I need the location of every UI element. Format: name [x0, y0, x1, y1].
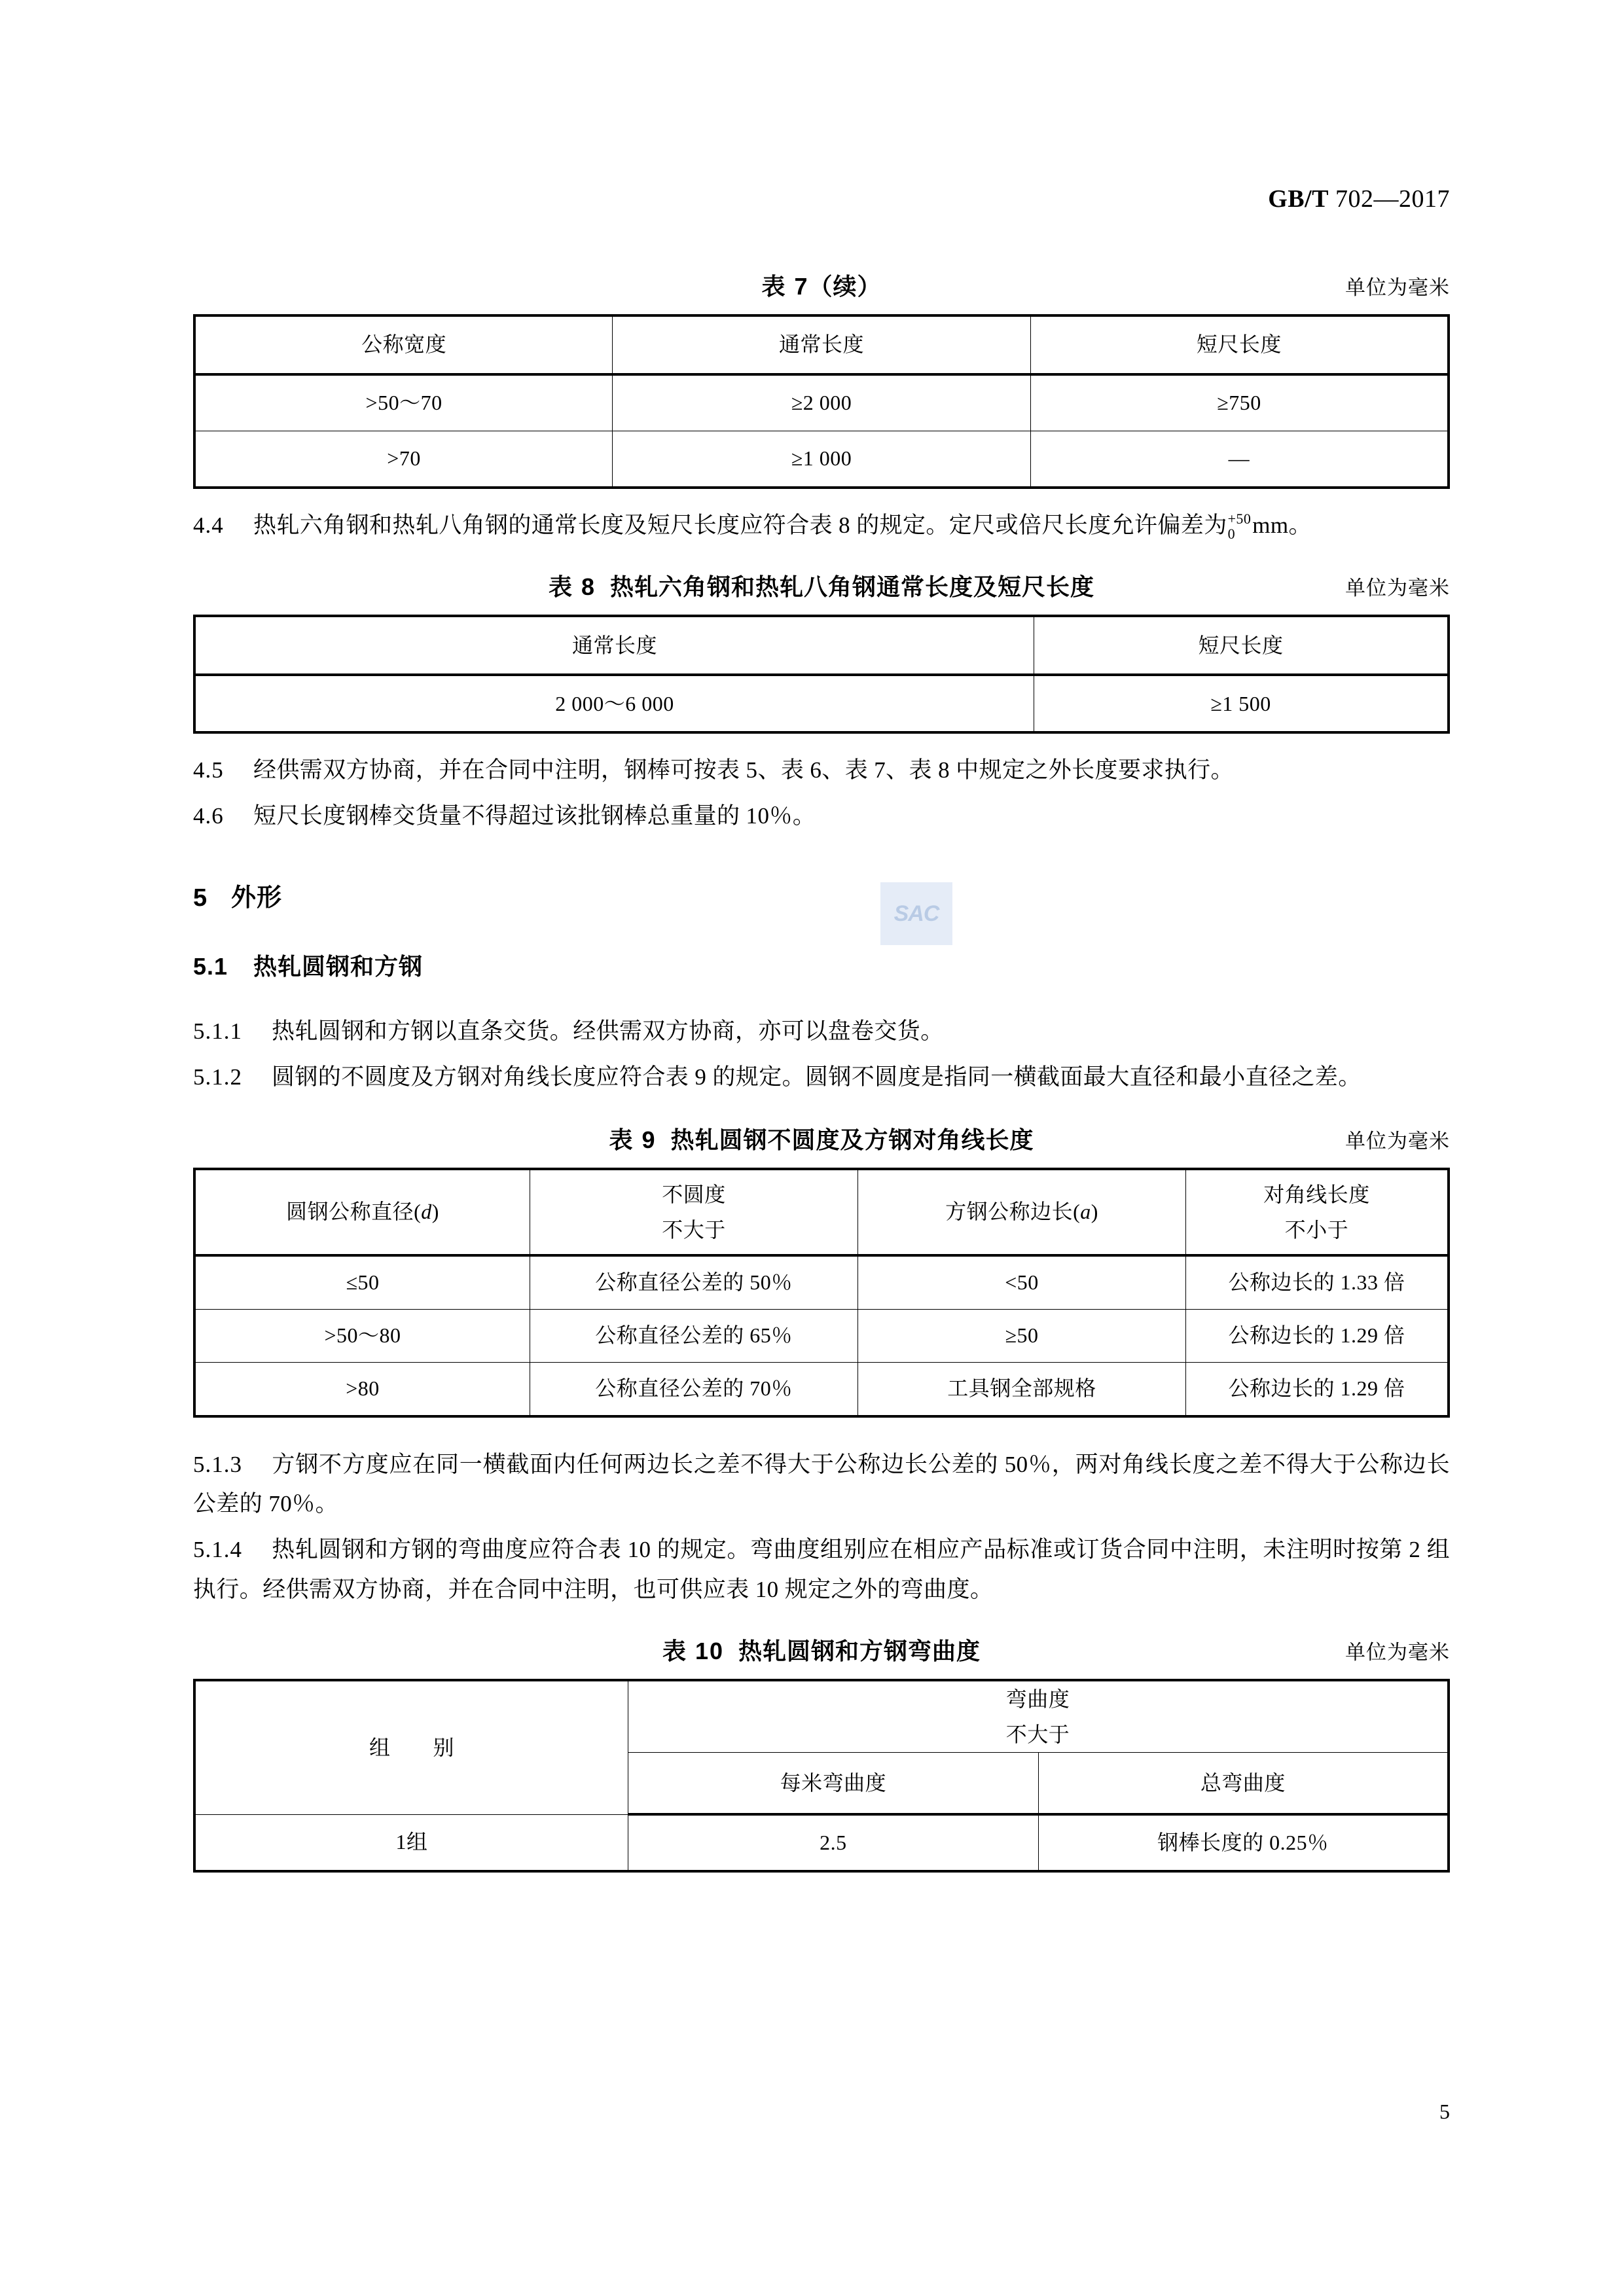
- table10: [193, 1679, 1450, 1873]
- table7-caption-number: 表 7: [761, 273, 809, 300]
- table9-header-line1: 对角线长度: [1263, 1182, 1370, 1206]
- table9-cell: <50: [858, 1255, 1186, 1310]
- table9-cell: 公称边长的 1.29 倍: [1186, 1362, 1449, 1416]
- table9-header-line1: 不圆度: [662, 1182, 726, 1206]
- clause-5-1-4-number: 5.1.4: [193, 1537, 242, 1563]
- standard-number: 702—2017: [1335, 185, 1450, 213]
- section-5-number: 5: [193, 884, 208, 912]
- table10-caption: [193, 1633, 1450, 1666]
- table10-caption-title: 热轧圆钢和方钢弯曲度: [738, 1637, 981, 1664]
- clause-5-1-4-text: 热轧圆钢和方钢的弯曲度应符合表 10 的规定。弯曲度组别应在相应产品标准或订货合同中注明，未注明时按第 2 组执行。经供需双方协商，并在合同中注明，也可供应表 10 规定之外的弯曲度。: [193, 1537, 1450, 1602]
- table10-unit-note: 单位为毫米: [1345, 1640, 1450, 1664]
- table9-header-text-end: ): [431, 1200, 439, 1224]
- table7-header-row: [194, 315, 1449, 374]
- clause-4-4-text-before: 热轧六角钢和热轧八角钢的通常长度及短尺长度应符合表 8 的规定。定尺或倍尺长度允许偏差为: [253, 512, 1227, 538]
- clause-5-1-1-number: 5.1.1: [193, 1018, 242, 1044]
- table9-cell: 工具钢全部规格: [858, 1362, 1186, 1416]
- clause-5-1-3: [193, 1445, 1450, 1524]
- table8-unit-note: 单位为毫米: [1345, 577, 1450, 600]
- table9-header-text: 方钢公称边长(: [945, 1200, 1081, 1224]
- clause-5-1-4: [193, 1530, 1450, 1609]
- table9-cell: 公称边长的 1.29 倍: [1186, 1309, 1449, 1362]
- table7-caption-row: [193, 268, 1450, 314]
- table9-header-line2: 不小于: [1284, 1217, 1349, 1242]
- clause-4-5: [193, 751, 1450, 790]
- page-number: 5: [1439, 2100, 1450, 2123]
- table8-caption-title: 热轧六角钢和热轧八角钢通常长度及短尺长度: [610, 573, 1095, 601]
- table7-cell: —: [1030, 431, 1449, 488]
- table8: [193, 615, 1450, 734]
- table8-caption-row: [193, 569, 1450, 615]
- table10-sub-col-header: 每米弯曲度: [628, 1753, 1039, 1815]
- table10-col-header-bend: [628, 1680, 1449, 1753]
- table9-caption: [193, 1122, 1450, 1155]
- table9-cell: ≤50: [194, 1255, 530, 1310]
- table7-unit-note: 单位为毫米: [1345, 276, 1450, 299]
- table7-caption: [193, 268, 1450, 302]
- clause-5-1-3-number: 5.1.3: [193, 1451, 242, 1477]
- table10-cell: 2.5: [628, 1814, 1039, 1871]
- table8-header-row: [194, 616, 1449, 675]
- sac-watermark: SAC: [880, 882, 952, 945]
- table10-caption-row: [193, 1633, 1450, 1679]
- table-row: [194, 1814, 1449, 1871]
- table7-cell: >70: [194, 431, 613, 488]
- table7-col-header: 短尺长度: [1030, 315, 1449, 374]
- clause-5-1-2-number: 5.1.2: [193, 1064, 242, 1090]
- table9-col-header-ovality: [530, 1169, 858, 1255]
- table9-col-header-diameter: [194, 1169, 530, 1255]
- table9-cell: ≥50: [858, 1309, 1186, 1362]
- table9-header-text-end: ): [1091, 1200, 1098, 1224]
- section-heading-5-1: [193, 948, 1450, 982]
- table9-header-text: 圆钢公称直径(: [286, 1200, 422, 1224]
- table9-cell: >50～80: [194, 1309, 530, 1362]
- clause-4-4-number: 4.4: [193, 512, 224, 538]
- table9-cell: 公称直径公差的 65％: [530, 1309, 858, 1362]
- table7-cell: >50～70: [194, 374, 613, 431]
- table9-col-header-side: [858, 1169, 1186, 1255]
- table9-cell: 公称直径公差的 50％: [530, 1255, 858, 1310]
- tolerance-lower: 0: [1227, 525, 1236, 542]
- section-5-1-number: 5.1: [193, 952, 228, 980]
- table9-cell: 公称边长的 1.33 倍: [1186, 1255, 1449, 1310]
- variable-d: d: [421, 1200, 432, 1224]
- table10-sub-col-header: 总弯曲度: [1038, 1753, 1449, 1815]
- table-row: [194, 675, 1449, 732]
- section-5-title: 外形: [231, 884, 283, 912]
- page-content: [193, 262, 1450, 1873]
- clause-5-1-2: [193, 1058, 1450, 1097]
- table9-caption-title: 热轧圆钢不圆度及方钢对角线长度: [670, 1126, 1034, 1153]
- section-5-1-title: 热轧圆钢和方钢: [253, 952, 424, 980]
- table8-caption: [193, 569, 1450, 602]
- table10-caption-number: 表 10: [662, 1637, 725, 1664]
- clause-4-6-text: 短尺长度钢棒交货量不得超过该批钢棒总重量的 10％。: [253, 803, 816, 829]
- clause-5-1-1: [193, 1012, 1450, 1051]
- clause-4-4-text-after: mm。: [1252, 512, 1312, 538]
- table9: [193, 1168, 1450, 1418]
- clause-4-4: [193, 506, 1450, 545]
- table9-cell: 公称直径公差的 70％: [530, 1362, 858, 1416]
- running-header: [193, 185, 1450, 224]
- section-heading-5: [193, 877, 1450, 913]
- tolerance-upper: +50: [1227, 510, 1252, 527]
- table10-header-line1: 弯曲度: [1005, 1687, 1070, 1711]
- table7: [193, 314, 1450, 489]
- table8-cell: ≥1 500: [1034, 675, 1449, 732]
- clause-5-1-2-text: 圆钢的不圆度及方钢对角线长度应符合表 9 的规定。圆钢不圆度是指同一横截面最大直径和最小直径之差。: [272, 1064, 1362, 1090]
- standard-prefix: GB/T: [1268, 185, 1329, 213]
- table8-col-header: 通常长度: [194, 616, 1034, 675]
- table9-col-header-diagonal: [1186, 1169, 1449, 1255]
- table10-header-row-top: [194, 1680, 1449, 1753]
- clause-4-5-text: 经供需双方协商，并在合同中注明，钢棒可按表 5、表 6、表 7、表 8 中规定之外长度要求执行。: [253, 757, 1234, 783]
- table10-cell: 钢棒长度的 0.25％: [1038, 1814, 1449, 1871]
- table7-cell: ≥750: [1030, 374, 1449, 431]
- table10-cell: 1组: [194, 1814, 628, 1871]
- table9-header-line2: 不大于: [662, 1217, 726, 1242]
- table9-caption-number: 表 9: [609, 1126, 657, 1153]
- table7-cell: ≥1 000: [613, 431, 1031, 488]
- table7-caption-title: （续）: [808, 273, 882, 300]
- table8-cell: 2 000～6 000: [194, 675, 1034, 732]
- tolerance-stack: [1228, 511, 1252, 541]
- table9-caption-row: [193, 1122, 1450, 1168]
- table10-header-line2: 不大于: [1005, 1723, 1070, 1747]
- table9-unit-note: 单位为毫米: [1345, 1129, 1450, 1153]
- clause-4-6-number: 4.6: [193, 803, 224, 829]
- table8-caption-number: 表 8: [548, 573, 596, 601]
- variable-a: a: [1080, 1200, 1091, 1224]
- table-row: [194, 1362, 1449, 1416]
- clause-5-1-1-text: 热轧圆钢和方钢以直条交货。经供需双方协商，亦可以盘卷交货。: [272, 1018, 944, 1044]
- table9-header-row: [194, 1169, 1449, 1255]
- table-row: [194, 1255, 1449, 1310]
- table7-col-header: 通常长度: [613, 315, 1031, 374]
- table-row: [194, 431, 1449, 488]
- table9-cell: >80: [194, 1362, 530, 1416]
- table10-col-header-group: 组 别: [194, 1680, 628, 1815]
- clause-4-5-number: 4.5: [193, 757, 224, 783]
- clause-4-6: [193, 797, 1450, 836]
- clause-5-1-3-text: 方钢不方度应在同一横截面内任何两边长之差不得大于公称边长公差的 50％，两对角线长度之差不得大于公称边长公差的 70％。: [193, 1451, 1450, 1517]
- table-row: [194, 1309, 1449, 1362]
- table8-col-header: 短尺长度: [1034, 616, 1449, 675]
- table7-col-header: 公称宽度: [194, 315, 613, 374]
- table-row: [194, 374, 1449, 431]
- table7-cell: ≥2 000: [613, 374, 1031, 431]
